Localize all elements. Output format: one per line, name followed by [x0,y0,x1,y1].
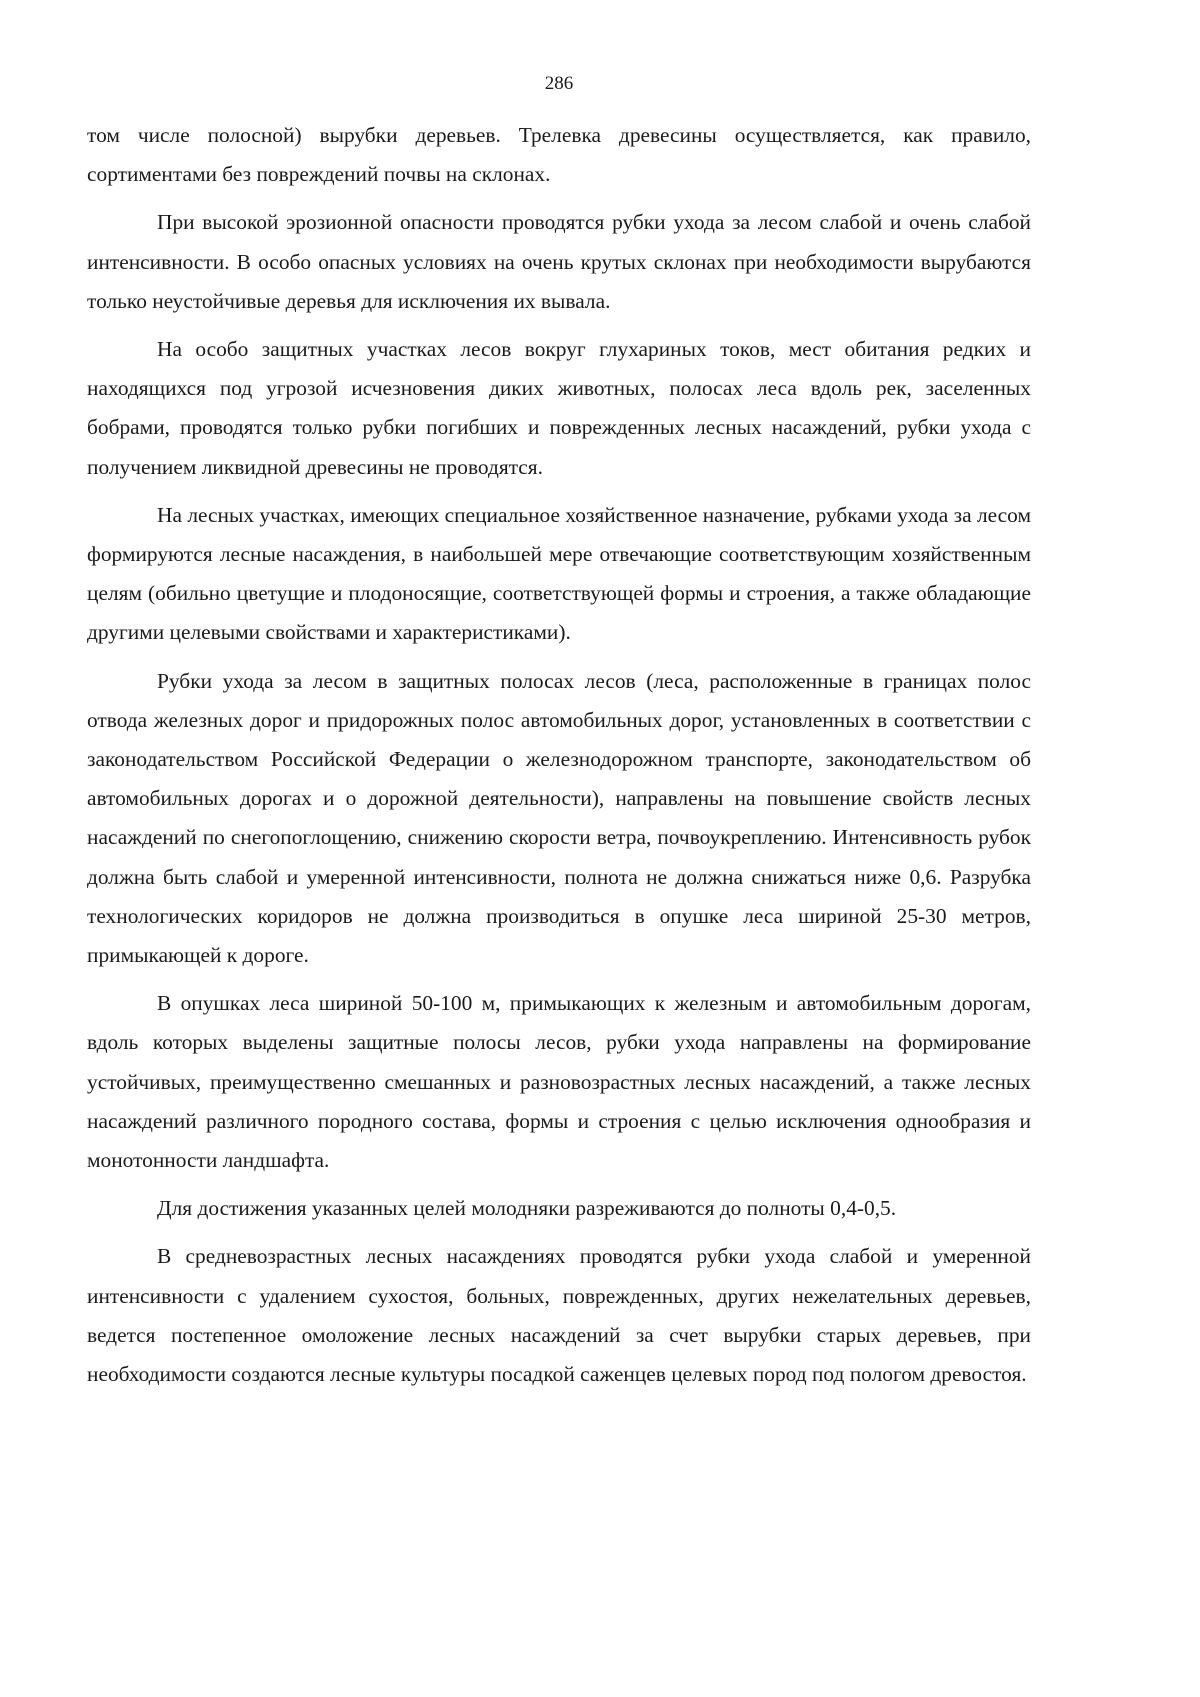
paragraph-special-purpose: На лесных участках, имеющих специальное хозяйственное назначение, рубками ухода за лесом формируются лесные насаждения, в наибольшей мере отвечающие соответствующим хозяйственным целям (обильно цветущие и плодоносящие, соответствующей формы и строения, а также обладающие другими целевыми свойствами и характеристиками). [87,502,1031,645]
paragraph-erosion-danger: При высокой эрозионной опасности проводятся рубки ухода за лесом слабой и очень слабой интенсивности. В особо опасных условиях на очень крутых склонах при необходимости вырубаются только неустойчивые деревья для исключения их вывала. [87,210,1031,313]
body-text [87,116,1031,1394]
paragraph-middle-aged-stands: В средневозрастных лесных насаждениях проводятся рубки ухода слабой и умеренной интенсивности с удалением сухостоя, больных, поврежденных, других нежелательных деревьев, ведется постепенное омоложение лесных насаждений за счет вырубки старых деревьев, при необходимости создаются лесные культуры посадкой саженцев целевых пород под пологом древостоя. [87,1244,1031,1387]
paragraph-protective-areas: На особо защитных участках лесов вокруг глухариных токов, мест обитания редких и находящихся под угрозой исчезновения диких животных, полосах леса вдоль рек, заселенных бобрами, проводятся только рубки погибших и поврежденных лесных насаждений, рубки ухода с получением ликвидной древесины не проводятся. [87,337,1031,479]
page-number: 286 [544,73,574,94]
paragraph-forest-edges: В опушках леса шириной 50-100 м, примыкающих к железным и автомобильным дорогам, вдоль которых выделены защитные полосы лесов, рубки ухода направлены на формирование устойчивых, преимущественно смешанных и разновозрастных лесных насаждений, а также лесных насаждений различного породного состава, формы и строения с целью исключения однообразия и монотонности ландшафта. [87,991,1031,1173]
paragraph-protective-strips: Рубки ухода за лесом в защитных полосах лесов (леса, расположенные в границах полос отвода железных дорог и придорожных полос автомобильных дорог, установленных в соответствии с законодательством Российской Федерации о железнодорожном транспорте, законодательством об автомобильных дорогах и о дорожной деятельности), направлены на повышение свойств лесных насаждений по снегопоглощению, снижению скорости ветра, почвоукреплению. Интенсивность рубок должна быть слабой и умеренной интенсивности, полнота не должна снижаться ниже 0,6. Разрубка технологических коридоров не должна производиться в опушке леса шириной 25-30 метров, примыкающей к дороге. [87,668,1031,968]
paragraph-continuation: том числе полосной) вырубки деревьев. Трелевка древесины осуществляется, как правило, сортиментами без повреждений почвы на склонах. [87,123,1031,187]
paragraph-young-stands: Для достижения указанных целей молодняки разреживаются до полноты 0,4-0,5. [157,1196,897,1221]
